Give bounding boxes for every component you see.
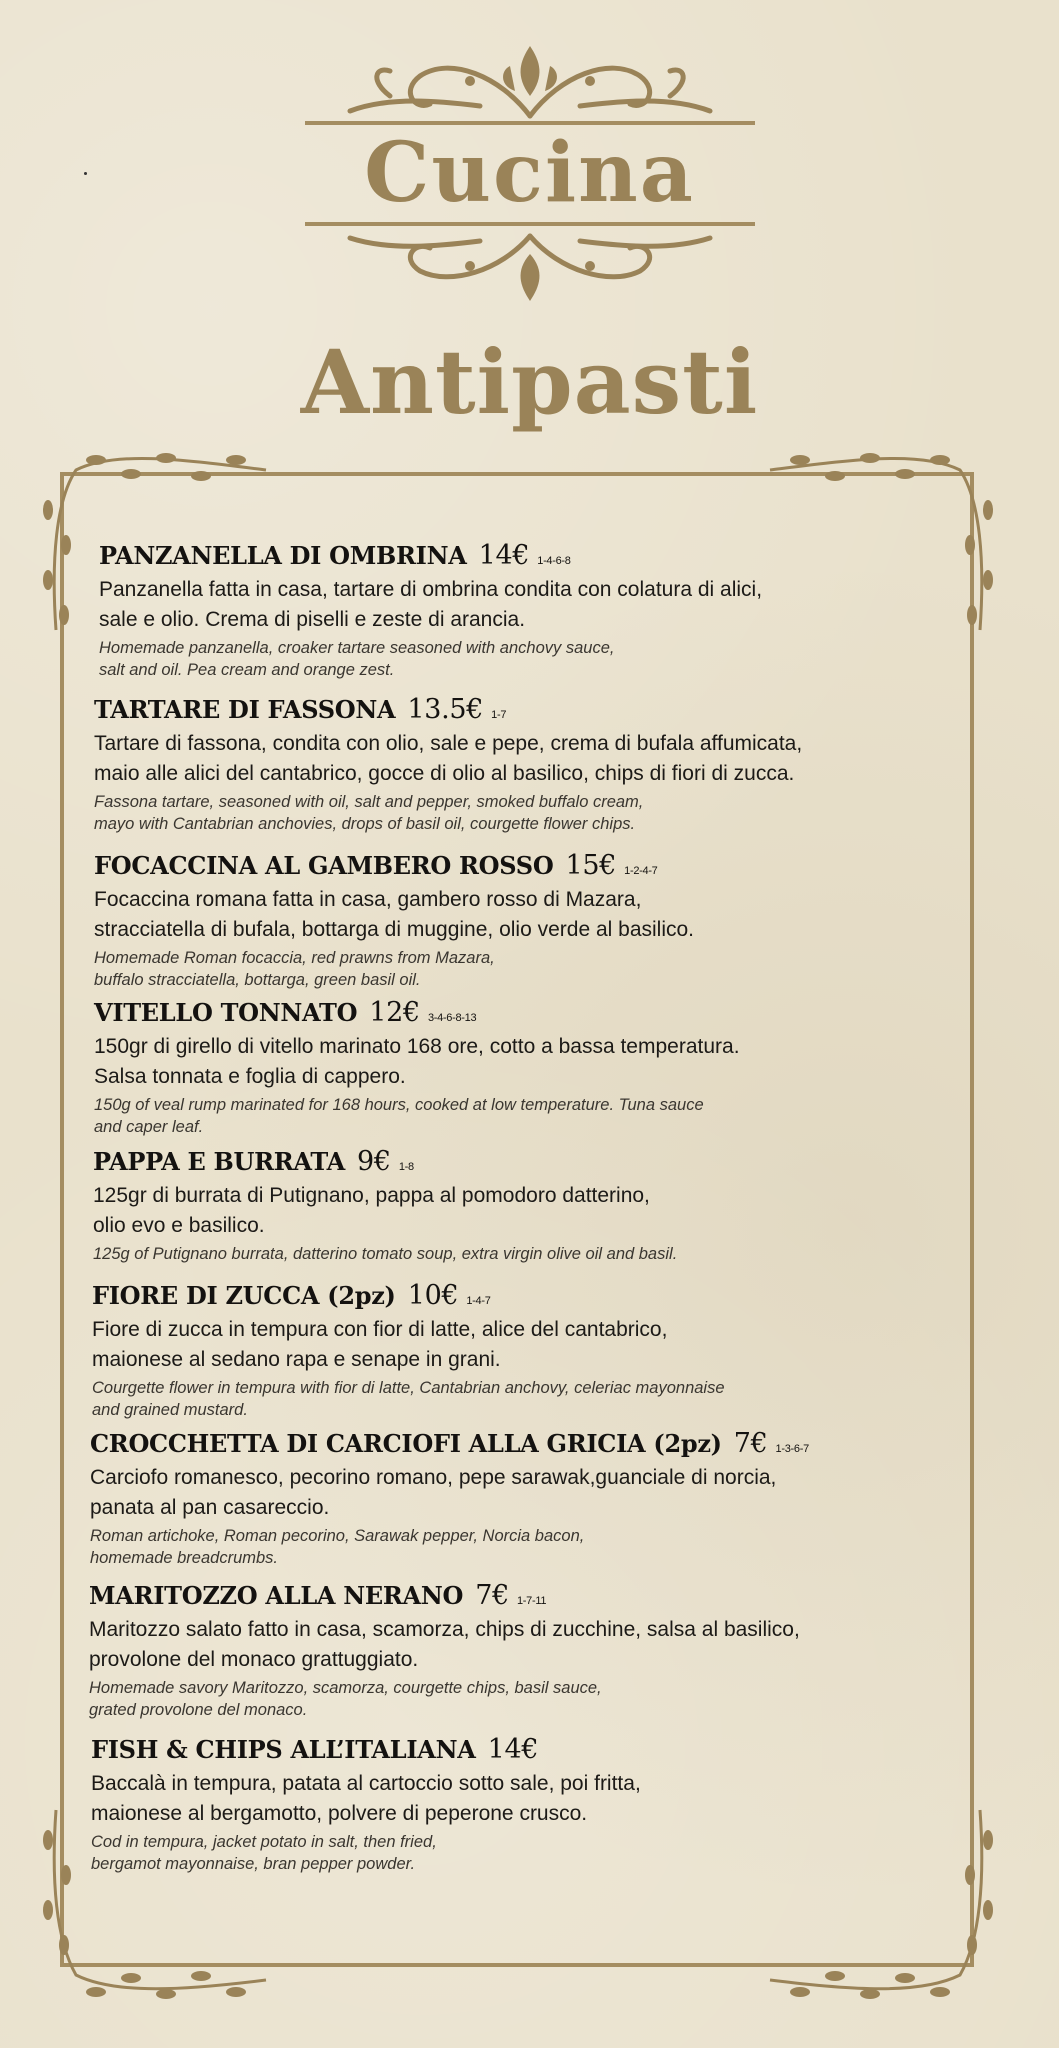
item-name-line bbox=[92, 1280, 725, 1311]
desc-line: bergamot mayonnaise, bran pepper powder. bbox=[91, 1855, 416, 1873]
item-description-it bbox=[93, 1181, 677, 1241]
desc-line: provolone del monaco grattuggiato. bbox=[89, 1648, 419, 1671]
desc-line: maionese al bergamotto, polvere di peperone crusco. bbox=[91, 1802, 588, 1825]
item-name: FOCACCINA AL GAMBERO ROSSO bbox=[94, 851, 554, 880]
item-price: 13.5€ bbox=[407, 694, 484, 725]
item-name: TARTARE DI FASSONA bbox=[94, 695, 396, 724]
item-name: FISH & CHIPS ALL’ITALIANA bbox=[91, 1735, 476, 1764]
menu-item bbox=[94, 694, 802, 835]
item-allergens: 1-7-11 bbox=[516, 1595, 547, 1607]
desc-line: olio evo e basilico. bbox=[93, 1214, 265, 1237]
item-price: 14€ bbox=[478, 540, 530, 571]
item-description-en bbox=[94, 791, 802, 835]
desc-line: sale e olio. Crema di piselli e zeste di arancia. bbox=[99, 608, 526, 631]
desc-line: Carciofo romanesco, pecorino romano, pepe sarawak,guanciale di norcia, bbox=[90, 1466, 777, 1489]
item-allergens: 1-4-6-8 bbox=[537, 555, 571, 567]
desc-line: panata al pan casareccio. bbox=[90, 1496, 330, 1519]
desc-line: buffalo stracciatella, bottarga, green basil oil. bbox=[94, 971, 421, 989]
menu-item bbox=[92, 1280, 725, 1421]
vine-corner-bottom-right-icon bbox=[760, 1800, 1000, 2010]
item-description-en bbox=[89, 1677, 800, 1721]
menu-item bbox=[93, 1146, 677, 1265]
item-description-en bbox=[94, 947, 694, 991]
desc-line: Homemade savory Maritozzo, scamorza, courgette chips, basil sauce, bbox=[89, 1679, 602, 1697]
desc-line: Panzanella fatta in casa, tartare di ombrina condita con colatura di alici, bbox=[99, 578, 763, 601]
item-description-it bbox=[90, 1463, 809, 1523]
item-price: 10€ bbox=[407, 1280, 459, 1311]
desc-line: grated provolone del monaco. bbox=[89, 1701, 308, 1719]
page-title: Cucina bbox=[364, 125, 695, 221]
item-description-en bbox=[99, 637, 762, 681]
desc-line: 150gr di girello di vitello marinato 168 ore, cotto a bassa temperatura. bbox=[94, 1035, 740, 1058]
item-name: PANZANELLA DI OMBRINA bbox=[99, 541, 467, 570]
item-name-line bbox=[93, 1146, 677, 1177]
item-name: VITELLO TONNATO bbox=[94, 998, 358, 1027]
item-allergens: 3-4-6-8-13 bbox=[427, 1012, 477, 1024]
item-description-en bbox=[90, 1525, 809, 1569]
item-description-it bbox=[94, 729, 802, 789]
item-name-line bbox=[94, 850, 694, 881]
desc-line: Homemade Roman focaccia, red prawns from Mazara, bbox=[94, 949, 495, 967]
item-price: 15€ bbox=[565, 850, 617, 881]
desc-line: Salsa tonnata e foglia di cappero. bbox=[94, 1065, 406, 1088]
desc-line: and grained mustard. bbox=[92, 1401, 248, 1419]
item-allergens: 1-7 bbox=[491, 709, 507, 721]
item-description-en bbox=[92, 1377, 725, 1421]
item-description-it bbox=[89, 1615, 800, 1675]
item-name-line bbox=[94, 997, 740, 1028]
desc-line: maionese al sedano rapa e senape in grani. bbox=[92, 1348, 501, 1371]
desc-line: Courgette flower in tempura with fior di latte, Cantabrian anchovy, celeriac mayonnaise bbox=[92, 1379, 725, 1397]
item-price: 12€ bbox=[369, 997, 420, 1028]
item-allergens: 1-3-6-7 bbox=[775, 1443, 809, 1455]
item-name: CROCCHETTA DI CARCIOFI ALLA GRICIA (2pz) bbox=[90, 1429, 722, 1458]
item-name-line bbox=[90, 1428, 809, 1459]
item-description-it bbox=[92, 1315, 725, 1375]
desc-line: homemade breadcrumbs. bbox=[90, 1549, 279, 1567]
item-price: 7€ bbox=[475, 1580, 509, 1611]
section-title: Antipasti bbox=[300, 330, 759, 434]
desc-line: maio alle alici del cantabrico, gocce di olio al basilico, chips di fiori di zucca. bbox=[94, 762, 795, 785]
desc-line: Tartare di fassona, condita con olio, sale e pepe, crema di bufala affumicata, bbox=[94, 732, 803, 755]
desc-line: Focaccina romana fatta in casa, gambero rosso di Mazara, bbox=[94, 888, 642, 911]
desc-line: and caper leaf. bbox=[94, 1118, 204, 1136]
item-description-it bbox=[91, 1769, 641, 1829]
desc-line: Fiore di zucca in tempura con fior di latte, alice del cantabrico, bbox=[92, 1318, 668, 1341]
menu-item bbox=[89, 1580, 800, 1721]
menu-item bbox=[94, 997, 740, 1138]
desc-line: stracciatella di bufala, bottarga di muggine, olio verde al basilico. bbox=[94, 918, 695, 941]
item-name: FIORE DI ZUCCA (2pz) bbox=[92, 1281, 396, 1310]
vine-corner-top-right-icon bbox=[760, 440, 1000, 640]
item-description-en bbox=[94, 1094, 740, 1138]
item-name-line bbox=[99, 540, 762, 571]
desc-line: Baccalà in tempura, patata al cartoccio sotto sale, poi fritta, bbox=[91, 1772, 641, 1795]
desc-line: Homemade panzanella, croaker tartare seasoned with anchovy sauce, bbox=[99, 639, 615, 657]
item-name: MARITOZZO ALLA NERANO bbox=[89, 1581, 464, 1610]
menu-item bbox=[91, 1734, 641, 1875]
desc-line: Maritozzo salato fatto in casa, scamorza, chips di zucchine, salsa al basilico, bbox=[89, 1618, 800, 1641]
desc-line: Cod in tempura, jacket potato in salt, then fried, bbox=[91, 1833, 437, 1851]
item-price: 7€ bbox=[733, 1428, 768, 1459]
bottom-flourish-ornament bbox=[330, 226, 730, 306]
item-name: PAPPA E BURRATA bbox=[93, 1147, 345, 1176]
desc-line: Roman artichoke, Roman pecorino, Sarawak pepper, Norcia bacon, bbox=[90, 1527, 585, 1545]
item-name-line bbox=[91, 1734, 641, 1765]
top-flourish-ornament bbox=[330, 36, 730, 126]
item-description-en bbox=[93, 1243, 677, 1265]
menu-item bbox=[90, 1428, 809, 1569]
item-name-line bbox=[89, 1580, 800, 1611]
item-allergens: 1-2-4-7 bbox=[624, 865, 658, 877]
item-price: 14€ bbox=[487, 1734, 539, 1765]
item-description-it bbox=[94, 885, 694, 945]
desc-line: mayo with Cantabrian anchovies, drops of basil oil, courgette flower chips. bbox=[94, 815, 636, 833]
item-allergens: 1-4-7 bbox=[466, 1295, 491, 1307]
desc-line: 125gr di burrata di Putignano, pappa al pomodoro datterino, bbox=[93, 1184, 650, 1207]
desc-line: 125g of Putignano burrata, datterino tomato soup, extra virgin olive oil and basil. bbox=[93, 1245, 678, 1263]
item-description-it bbox=[99, 575, 762, 635]
desc-line: Fassona tartare, seasoned with oil, salt and pepper, smoked buffalo cream, bbox=[94, 793, 644, 811]
item-description-it bbox=[94, 1032, 740, 1092]
item-name-line bbox=[94, 694, 802, 725]
item-description-en bbox=[91, 1831, 641, 1875]
desc-line: 150g of veal rump marinated for 168 hours, cooked at low temperature. Tuna sauce bbox=[94, 1096, 704, 1114]
item-price: 9€ bbox=[357, 1146, 391, 1177]
item-allergens: 1-8 bbox=[398, 1161, 414, 1173]
menu-item bbox=[94, 850, 694, 991]
menu-item bbox=[99, 540, 762, 681]
desc-line: salt and oil. Pea cream and orange zest. bbox=[99, 661, 395, 679]
